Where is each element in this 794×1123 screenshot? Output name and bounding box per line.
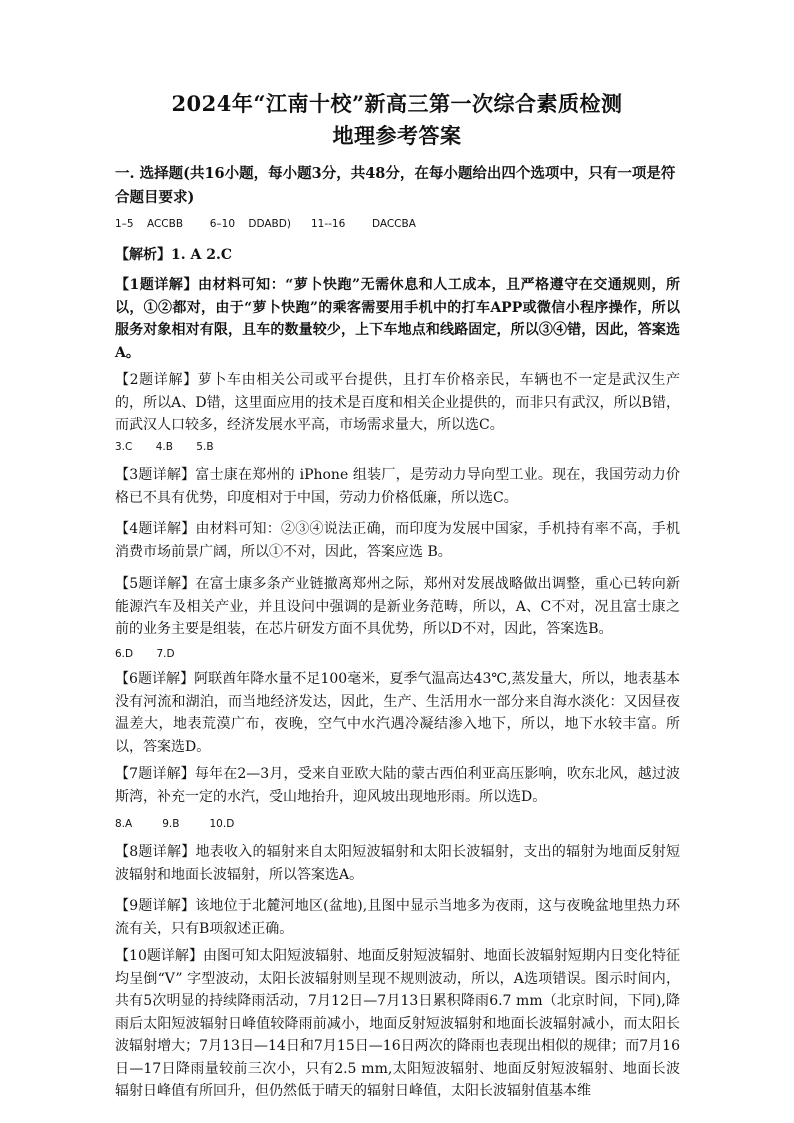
question-7-explanation: 【7题详解】每年在2—3月，受来自亚欧大陆的蒙古西伯利亚高压影响，吹东北风，越过波斯湾，补充一定的水汽，受山地抬升，迎风坡出现地形雨。所以选D。	[115, 766, 680, 805]
section-heading: 一. 选择题(共16小题，每小题3分，共48分，在每小题给出四个选项中，只有一项是符合题目要求)	[115, 165, 676, 206]
answers-row-1: 1–5 ACCBB 6–10 DDABD) 11--16 DACCBA	[115, 218, 416, 230]
question-2-explanation: 【2题详解】萝卜车由相关公司或平台提供，且打车价格亲民，车辆也不一定是武汉生产的，所以A、D错，这里面应用的技术是百度和相关企业提供的，而非只有武汉，所以B错，而武汉人口较多，经济发展水平高，市场需求量大，所以选C。	[115, 372, 680, 433]
answers-row-2: 3.C 4.B 5.B	[115, 441, 214, 453]
question-3-explanation: 【3题详解】富士康在郑州的 iPhone 组装厂，是劳动力导向型工业。现在，我国劳动力价格已不具有优势，印度相对于中国，劳动力价格低廉，所以选C。	[115, 467, 680, 506]
analysis-heading: 【解析】1. A 2.C	[115, 247, 232, 263]
question-6-explanation: 【6题详解】阿联酋年降水量不足100毫米，夏季气温高达43℃,蒸发量大，所以，地表基本没有河流和湖泊，而当地经济发达，因此，生产、生活用水一部分来自海水淡化：又因昼夜温差大，地表荒漠广布，夜晚，空气中水汽遇冷凝结渗入地下，所以，地下水较丰富。所以，答案选D。	[115, 671, 680, 755]
page-title: 2024年“江南十校”新高三第一次综合素质检测	[171, 91, 623, 116]
page-subtitle: 地理参考答案	[332, 123, 462, 148]
answers-row-4: 8.A 9.B 10.D	[115, 818, 235, 830]
answers-row-3: 6.D 7.D	[115, 648, 175, 660]
question-1-explanation: 【1题详解】由材料可知：“萝卜快跑”无需休息和人工成本，且严格遵守在交通规则，所以，①②都对，由于“萝卜快跑”的乘客需要用手机中的打车APP或微信小程序操作，所以服务对象相对有限，且车的数量较少，上下车地点和线路固定，所以③④错，因此，答案选A。	[115, 277, 680, 361]
question-5-explanation: 【5题详解】在富士康多条产业链撤离郑州之际，郑州对发展战略做出调整，重心已转向新能源汽车及相关产业，并且设问中强调的是新业务范畴，所以，A、C不对，况且富士康之前的业务主要是组装，在芯片研发方面不具优势，所以D不对，因此，答案选B。	[115, 576, 680, 637]
question-4-explanation: 【4题详解】由材料可知：②③④说法正确，而印度为发展中国家，手机持有率不高，手机消费市场前景广阔，所以①不对，因此，答案应选 B。	[115, 521, 680, 560]
question-10-explanation: 【10题详解】由图可知太阳短波辐射、地面反射短波辐射、地面长波辐射短期内日变化特征均呈倒“V” 字型波动，太阳长波辐射则呈现不规则波动，所以，A选项错误。图示时间内，共有5次明显的持续降雨活动，7月12日—7月13日累积降雨6.7 mm（北京时间，下同),降雨后太阳短波辐射日峰值较降雨前减小，地面反射短波辐射和地面长波辐射减小，而太阳长波辐射增大；7月13日—14日和7月15日—16日两次的降雨也表现出相似的规律；而7月16日—17日降雨量较前三次小，只有2.5 mm,太阳短波辐射、地面反射短波辐射、地面长波辐射日峰值有所回升，但仍然低于晴天的辐射日峰值，太阳长波辐射值基本维	[115, 948, 680, 1099]
question-8-explanation: 【8题详解】地表收入的辐射来自太阳短波辐射和太阳长波辐射，支出的辐射为地面反射短波辐射和地面长波辐射，所以答案选A。	[115, 844, 680, 883]
question-9-explanation: 【9题详解】该地位于北麓河地区(盆地),且图中显示当地多为夜雨，这与夜晚盆地里热力环流有关，只有B项叙述正确。	[115, 898, 680, 937]
